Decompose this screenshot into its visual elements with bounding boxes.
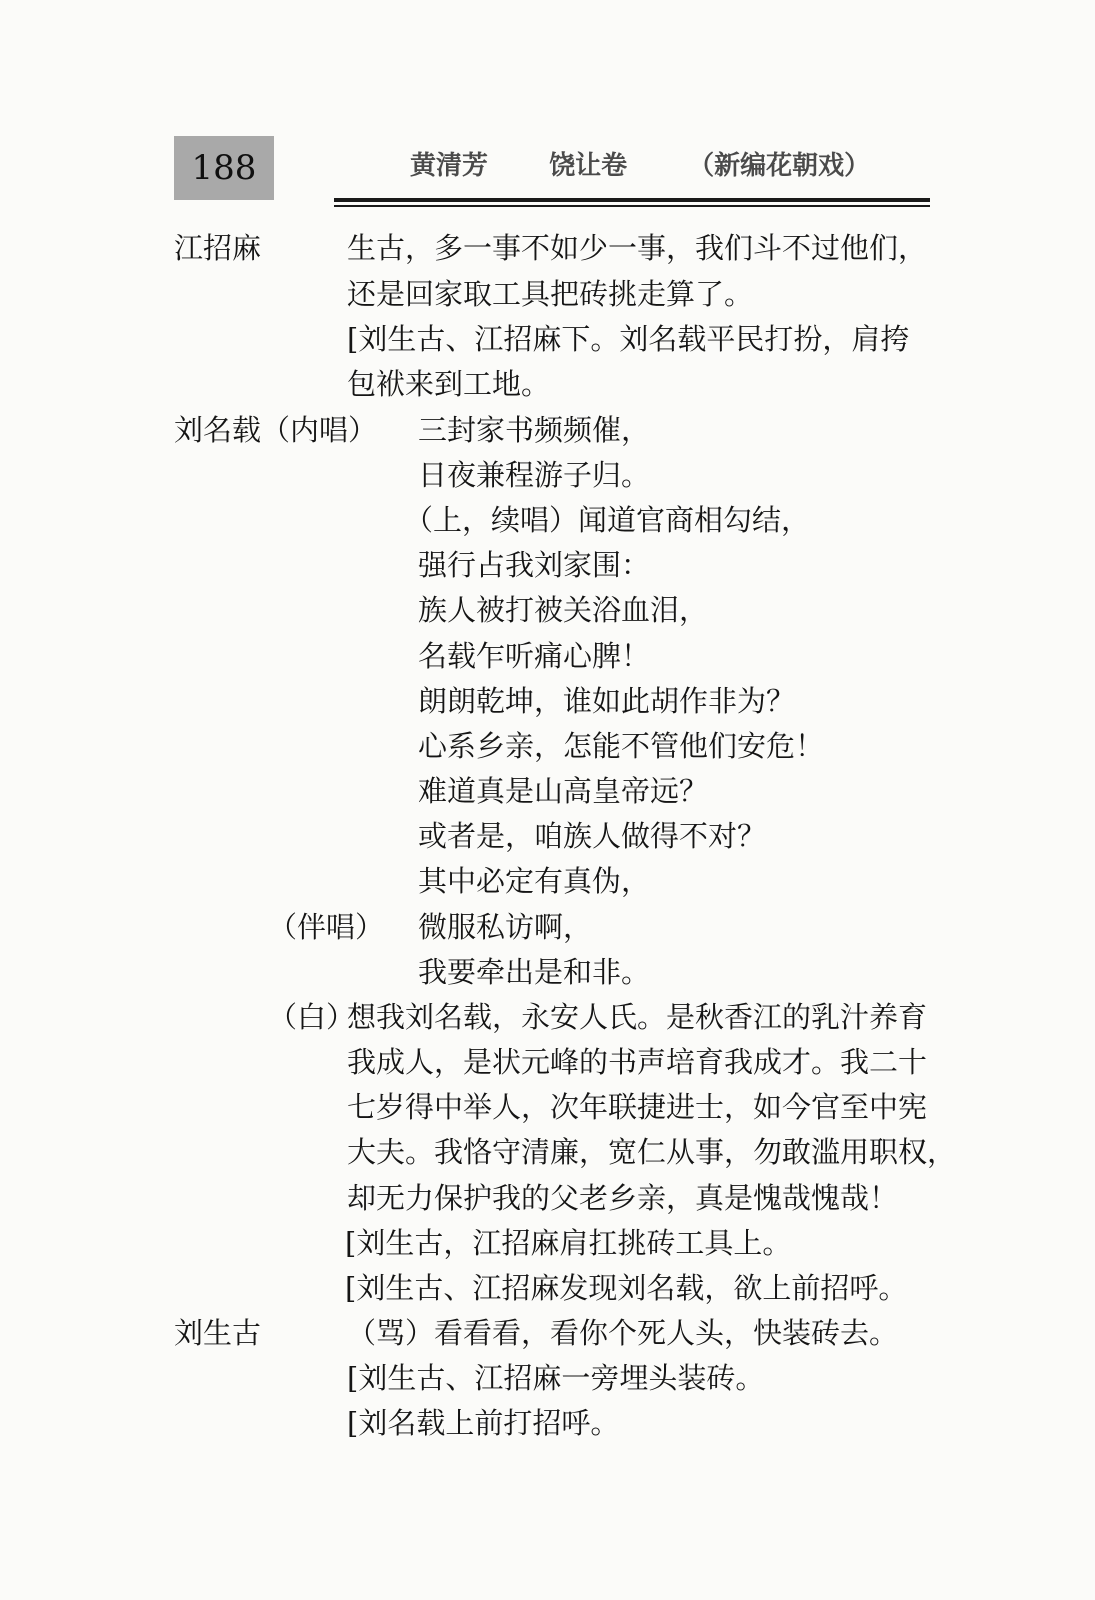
stage-direction: 包袱来到工地。 xyxy=(347,367,551,401)
header-genre: （新编花朝戏） xyxy=(688,151,871,181)
speaker-liu-mingzai: 刘名载（内唱） xyxy=(174,413,378,447)
stage-direction: [刘生古、江招麻一旁埋头装砖。 xyxy=(347,1361,765,1395)
sung-line: 微服私访啊， xyxy=(418,910,593,944)
speech-line: 大夫。我恪守清廉，宽仁从事，勿敢滥用职权， xyxy=(347,1135,957,1169)
sung-line: 日夜兼程游子归。 xyxy=(418,458,651,492)
dialogue-line: （骂）看看看，看你个死人头，快装砖去。 xyxy=(347,1316,899,1350)
stage-direction: [刘生古，江招麻肩扛挑砖工具上。 xyxy=(345,1226,792,1260)
sung-line: 心系乡亲，怎能不管他们安危！ xyxy=(418,729,825,763)
stage-direction: [刘生古、江招麻下。刘名载平民打扮，肩挎 xyxy=(347,322,910,356)
speech-line: 却无力保护我的父老乡亲，真是愧哉愧哉！ xyxy=(347,1181,899,1215)
header-rule-thick xyxy=(334,198,930,202)
sung-line: 三封家书频频催， xyxy=(418,413,651,447)
sung-line: 我要牵出是和非。 xyxy=(418,955,651,989)
sung-line: 其中必定有真伪， xyxy=(418,864,651,898)
page-number-box xyxy=(174,136,274,200)
sung-line: 朗朗乾坤，谁如此胡作非为？ xyxy=(418,684,796,718)
header-author: 黄清芳 xyxy=(410,151,489,181)
speaker-jiang-zhaoma: 江招麻 xyxy=(174,231,262,265)
stage-direction: [刘生古、江招麻发现刘名载，欲上前招呼。 xyxy=(345,1271,908,1305)
dialogue-line: 生古，多一事不如少一事，我们斗不过他们， xyxy=(347,231,928,265)
speech-line: 想我刘名载，永安人氏。是秋香江的乳汁养育 xyxy=(347,1000,928,1034)
speech-cue: （白） xyxy=(268,1000,356,1034)
sung-line: 强行占我刘家围： xyxy=(418,548,651,582)
sung-line: 名载乍听痛心脾！ xyxy=(418,639,651,673)
header-rule-thin xyxy=(334,205,930,207)
dialogue-line: 还是回家取工具把砖挑走算了。 xyxy=(347,277,754,311)
chorus-cue: （伴唱） xyxy=(268,910,385,944)
speaker-liu-shenggu: 刘生古 xyxy=(174,1316,262,1350)
sung-line-cue: （上，续唱）闻道官商相勾结， xyxy=(404,503,811,537)
sung-line: 或者是，咱族人做得不对？ xyxy=(418,819,767,853)
sung-line: 难道真是山高皇帝远？ xyxy=(418,774,709,808)
speech-line: 七岁得中举人，次年联捷进士，如今官至中宪 xyxy=(347,1090,928,1124)
sung-line: 族人被打被关浴血泪， xyxy=(418,593,709,627)
header-volume: 饶让卷 xyxy=(549,151,628,181)
stage-direction: [刘名载上前打招呼。 xyxy=(347,1406,620,1440)
running-title xyxy=(410,148,930,184)
speech-line: 我成人，是状元峰的书声培育我成才。我二十 xyxy=(347,1045,928,1079)
page-number: 188 xyxy=(191,148,257,188)
